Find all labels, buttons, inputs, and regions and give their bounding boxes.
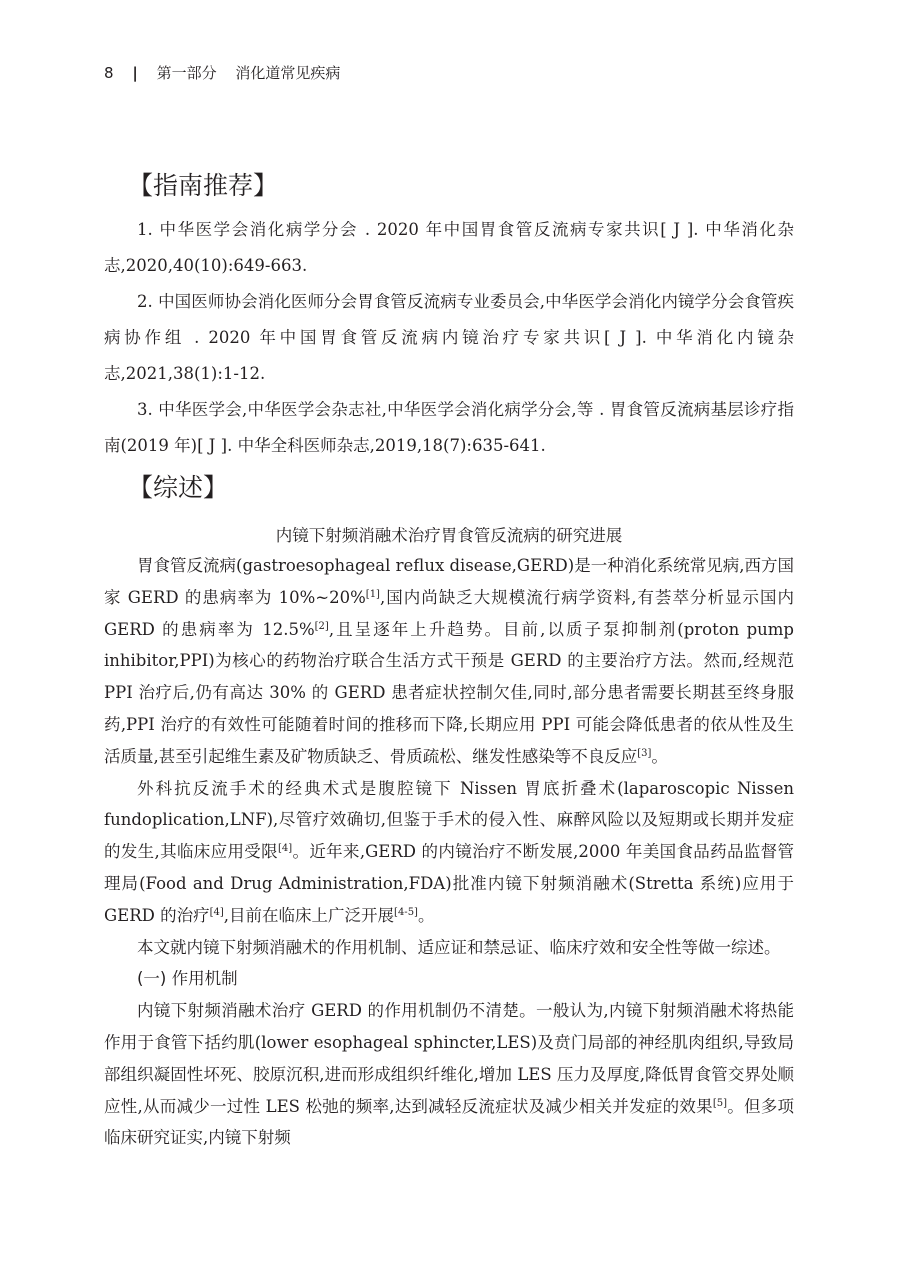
paragraph-3: 本文就内镜下射频消融术的作用机制、适应证和禁忌证、临床疗效和安全性等做一综述。 bbox=[137, 937, 781, 957]
subsection-heading: (一) 作用机制 bbox=[137, 969, 238, 989]
running-header bbox=[104, 62, 340, 83]
paragraph-2 bbox=[104, 773, 794, 932]
paragraph-1-text-a: 胃食管反流病(gastroesophageal reflux disease,GERD)是一种消化系统常见病,西方国家 GERD 的患病率为 10%~20% bbox=[104, 556, 794, 607]
header-part: 第一部分 bbox=[156, 64, 217, 82]
citation: [5] bbox=[712, 1097, 728, 1109]
citation: [3] bbox=[637, 747, 652, 759]
guidelines-heading: 【指南推荐】 bbox=[128, 171, 279, 200]
header-chapter: 消化道常见疾病 bbox=[235, 64, 341, 82]
citation: [1] bbox=[365, 588, 380, 600]
paragraph-4-text-a: 内镜下射频消融术治疗 GERD 的作用机制仍不清楚。一般认为,内镜下射频消融术将热能作用于食管下括约肌(lower esophageal sphincter,LES)及贲门局部的神经肌肉组织,导致局部组织凝固性坏死、胶原沉积,进而形成组织纤维化,增加 LES 压力及厚度,降低胃食管交界处顺应性,从而减少一过性 LES 松弛的频率,达到减轻反流症状及减少相关并发症的效果 bbox=[104, 1001, 794, 1116]
guidelines-list bbox=[104, 212, 794, 464]
paragraph-4 bbox=[104, 995, 794, 1154]
paragraph-4-text-b: 。但多项临床研究证实,内镜下射频 bbox=[104, 1096, 794, 1148]
citation: [4-5] bbox=[394, 906, 418, 918]
paragraph-1-text-b: ,国内尚缺乏大规模流行病学资料,有荟萃分析显示国内 GERD 的患病率为 12.5% bbox=[104, 587, 794, 639]
paragraph-1-text-d: 。 bbox=[651, 746, 668, 766]
reference-item-3: 3. 中华医学会,中华医学会杂志社,中华医学会消化病学分会,等 . 胃食管反流病基层诊疗指南(2019 年)[ J ]. 中华全科医师杂志,2019,18(7):635-641. bbox=[104, 400, 794, 455]
paragraph-1 bbox=[104, 550, 794, 773]
citation: [4] bbox=[209, 906, 224, 918]
review-heading: 【综述】 bbox=[128, 473, 229, 502]
paragraph-2-text-d: 。 bbox=[417, 905, 435, 925]
reference-item-1: 1. 中华医学会消化病学分会 . 2020 年中国胃食管反流病专家共识[ J ]. 中华消化杂志,2020,40(10):649-663. bbox=[104, 220, 794, 275]
citation: [4] bbox=[277, 843, 293, 855]
paragraph-1-text-c: ,且呈逐年上升趋势。目前,以质子泵抑制剂(proton pump inhibitor,PPI)为核心的药物治疗联合生活方式干预是 GERD 的主要治疗方法。然而,经规范 PPI 治疗后,仍有高达 30% 的 GERD 患者症状控制欠佳,同时,部分患者需要长期甚至终身服药,PPI 治疗的有效性可能随着时间的推移而下降,长期应用 PPI 可能会降低患者的依从性及生活质量,甚至引起维生素及矿物质缺乏、骨质疏松、继发性感染等不良反应 bbox=[104, 619, 794, 766]
paragraph-2-text-a: 外科抗反流手术的经典术式是腹腔镜下 Nissen 胃底折叠术(laparoscopic Nissen fundoplication,LNF),尽管疗效确切,但鉴于手术的侵入性、麻醉风险以及短期或长期并发症的发生,其临床应用受限 bbox=[104, 778, 794, 862]
page-number: 8 bbox=[104, 64, 114, 82]
citation: [2] bbox=[314, 620, 329, 632]
paragraph-2-text-c: ,目前在临床上广泛开展 bbox=[223, 905, 395, 925]
reference-item-2: 2. 中国医师协会消化医师分会胃食管反流病专业委员会,中华医学会消化内镜学分会食管疾病协作组 . 2020 年中国胃食管反流病内镜治疗专家共识[ J ]. 中华消化内镜杂志,2021,38(1):1-12. bbox=[104, 292, 794, 383]
article-title: 内镜下射频消融术治疗胃食管反流病的研究进展 bbox=[275, 526, 623, 545]
paragraph-2-text-b: 。近年来,GERD 的内镜治疗不断发展,2000 年美国食品药品监督管理局(Food and Drug Administration,FDA)批准内镜下射频消融术(Stretta 系统)应用于 GERD 的治疗 bbox=[104, 842, 794, 925]
article-body bbox=[104, 550, 794, 1154]
header-separator: | bbox=[132, 64, 138, 82]
